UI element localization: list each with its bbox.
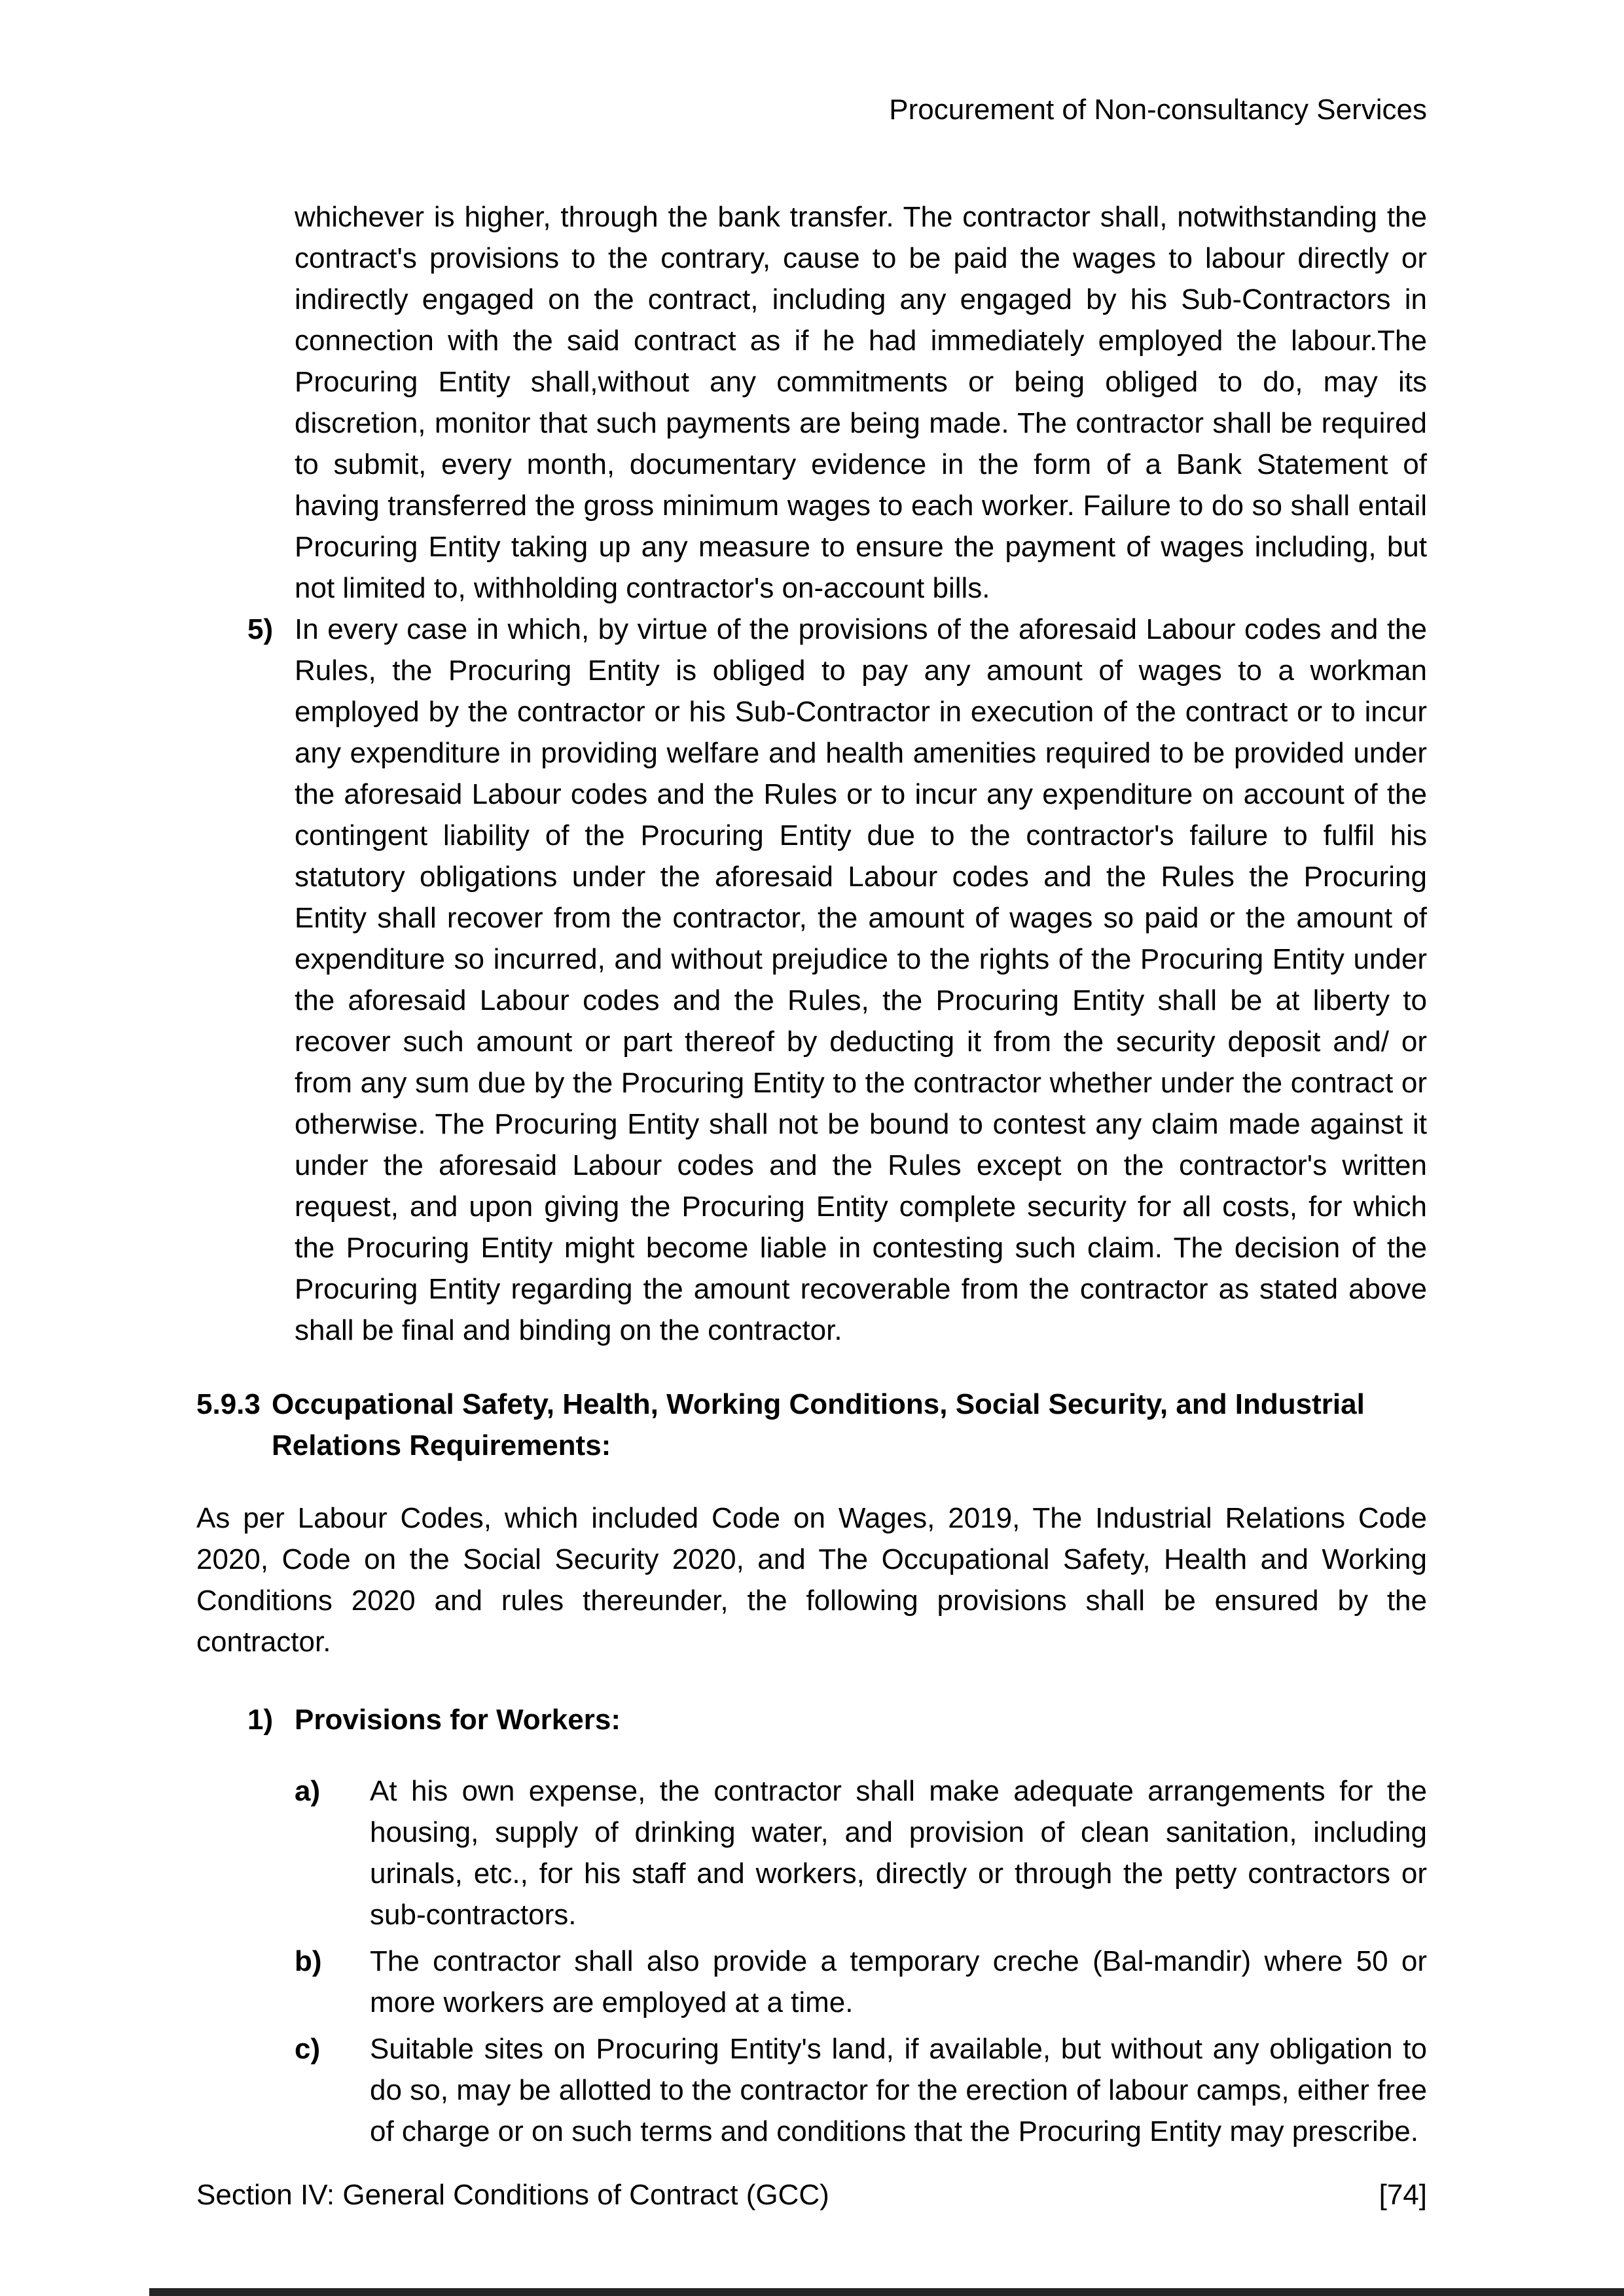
page-header-title: Procurement of Non-consultancy Services (889, 94, 1427, 126)
document-body (196, 196, 1427, 2152)
sub-item-a-marker: a) (295, 1775, 321, 1807)
item-1-label: Provisions for Workers: (295, 1704, 621, 1736)
section-heading-number: 5.9.3 (196, 1388, 261, 1420)
sub-item-b-marker: b) (295, 1945, 322, 1977)
sub-item-c-text: Suitable sites on Procuring Entity's land, if available, but without any obligation to do so, may be allotted to the contractor for the erection of labour camps, either free of charge or on such terms and conditions that the Procuring Entity may prescribe. (370, 2033, 1427, 2147)
continuation-paragraph: whichever is higher, through the bank transfer. The contractor shall, notwithstanding the contract's provisions to the contrary, cause to be paid the wages to labour directly or indirectly engaged on the contract, including any engaged by his Sub-Contractors in connection with the said contract as if he had immediately employed the labour.The Procuring Entity shall,without any commitments or being obliged to do, may its discretion, monitor that such payments are being made. The contractor shall be required to submit, every month, documentary evidence in the form of a Bank Statement of having transferred the gross minimum wages to each worker. Failure to do so shall entail Procuring Entity taking up any measure to ensure the payment of wages including, but not limited to, withholding contractor's on-account bills. (295, 201, 1427, 604)
footer-section-label: Section IV: General Conditions of Contract (GCC) (196, 2179, 829, 2211)
sub-item-b (295, 1941, 1427, 2023)
section-heading-5-9-3 (196, 1384, 1427, 1466)
sub-item-c (295, 2028, 1427, 2152)
sub-item-c-marker: c) (295, 2033, 321, 2065)
numbered-item-1 (247, 1699, 1427, 1740)
item-5-text: In every case in which, by virtue of the provisions of the aforesaid Labour codes and the Rules, the Procuring Entity is obliged to pay any amount of wages to a workman employed by the contractor or his Sub-Contractor in execution of the contract or to incur any expenditure in providing welfare and health amenities required to be provided under the aforesaid Labour codes and the Rules or to incur any expenditure on account of the contingent liability of the Procuring Entity due to the contractor's failure to fulfil his statutory obligations under the aforesaid Labour codes and the Rules the Procuring Entity shall recover from the contractor, the amount of wages so paid or the amount of expenditure so incurred, and without prejudice to the rights of the Procuring Entity under the aforesaid Labour codes and the Rules, the Procuring Entity shall be at liberty to recover such amount or part thereof by deducting it from the security deposit and/ or from any sum due by the Procuring Entity to the contractor whether under the contract or otherwise. The Procuring Entity shall not be bound to contest any claim made against it under the aforesaid Labour codes and the Rules except on the contractor's written request, and upon giving the Procuring Entity complete security for all costs, for which the Procuring Entity might become liable in contesting such claim. The decision of the Procuring Entity regarding the amount recoverable from the contractor as stated above shall be final and binding on the contractor. (295, 613, 1427, 1346)
page-footer (196, 2177, 1427, 2214)
page-content (196, 92, 1427, 2157)
item-5-marker: 5) (247, 613, 274, 645)
sub-item-b-text: The contractor shall also provide a temporary creche (Bal-mandir) where 50 or more workers are employed at a time. (370, 1945, 1427, 2018)
section-heading-text: Occupational Safety, Health, Working Conditions, Social Security, and Industrial Relations Requirements: (272, 1388, 1365, 1462)
screenshot-edge-artifact (149, 2288, 1624, 2296)
sub-item-a-text: At his own expense, the contractor shall make adequate arrangements for the housing, supply of drinking water, and provision of clean sanitation, including urinals, etc., for his staff and workers, directly or through the petty contractors or sub-contractors. (370, 1775, 1427, 1931)
sub-item-a (295, 1770, 1427, 1935)
item-1-marker: 1) (247, 1704, 274, 1736)
labour-codes-paragraph: As per Labour Codes, which included Code on Wages, 2019, The Industrial Relations Code 2020, Code on the Social Security 2020, and The Occupational Safety, Health and Working Conditions 2020 and rules thereunder, the following provisions shall be ensured by the contractor. (196, 1502, 1427, 1658)
numbered-item-5 (247, 609, 1427, 1351)
footer-page-number: [74] (1379, 2179, 1427, 2211)
